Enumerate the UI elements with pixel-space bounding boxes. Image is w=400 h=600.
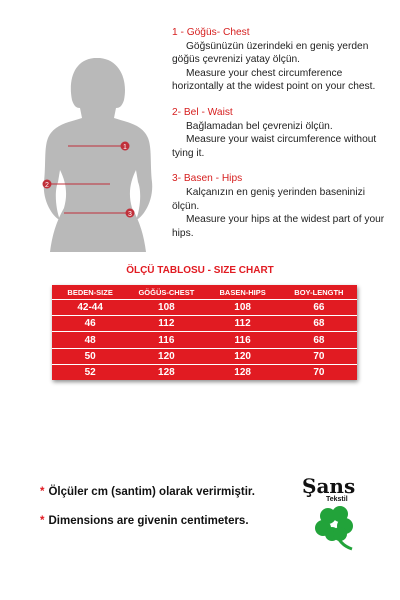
table-row: [52, 300, 357, 316]
cell-length: 70: [281, 348, 357, 364]
clover-icon: [310, 504, 362, 552]
cell-hips: 108: [205, 300, 281, 316]
size-chart: [52, 285, 357, 380]
note-units-tr: [40, 486, 255, 498]
chest-text-en: Measure your chest circumference horizontally at the widest point on your chest.: [172, 67, 376, 93]
table-row: [52, 348, 357, 364]
table-row: [52, 332, 357, 348]
cell-length: 68: [281, 332, 357, 348]
measurement-instructions: [172, 26, 394, 252]
silhouette-shape: [44, 58, 152, 252]
hips-text-tr: Kalçanızın en geniş yerinden baseninizi ölçün.: [172, 186, 365, 212]
section-title-chest: 1 - Göğüs- Chest: [172, 27, 250, 38]
section-title-hips: 3- Basen - Hips: [172, 173, 243, 185]
body-silhouette: [24, 42, 174, 252]
cell-size: 42-44: [52, 300, 128, 316]
header-chest: GÖĞÜS-CHEST: [128, 285, 204, 300]
section-waist: [172, 106, 394, 160]
size-chart-title: ÖLÇÜ TABLOSU - SIZE CHART: [126, 265, 274, 276]
table-row: [52, 364, 357, 380]
cell-hips: 112: [205, 316, 281, 332]
size-table: [52, 285, 357, 380]
table-row: [52, 316, 357, 332]
logo-subtitle: Tekstil: [326, 496, 348, 503]
svg-text:2: 2: [45, 181, 49, 189]
note-units-en-text: Dimensions are givenin centimeters.: [48, 515, 249, 527]
waist-text-tr: Bağlamadan bel çevrenizi ölçün.: [186, 120, 333, 132]
brand-logo: [296, 474, 372, 554]
cell-length: 66: [281, 300, 357, 316]
cell-hips: 128: [234, 366, 251, 378]
svg-text:3: 3: [128, 210, 132, 218]
cell-size: 50: [52, 348, 128, 364]
section-hips: [172, 172, 394, 240]
note-star: *: [40, 486, 45, 498]
cell-chest: 108: [128, 300, 204, 316]
cell-length: 68: [281, 316, 357, 332]
note-units-tr-text: Ölçüler cm (santim) olarak verirmiştir.: [48, 486, 255, 498]
logo-name: Şans: [302, 474, 356, 498]
chest-text-tr: Göğsünüzün üzerindeki en geniş yerden göğüs çevrenizi yatay ölçün.: [172, 40, 369, 66]
cell-size: 52: [84, 366, 96, 378]
note-star: *: [40, 515, 45, 527]
cell-size: 48: [52, 332, 128, 348]
notes: [40, 486, 255, 544]
section-title-waist: 2- Bel - Waist: [172, 106, 233, 118]
cell-chest: 112: [128, 316, 204, 332]
header-length: BOY-LENGTH: [281, 285, 357, 300]
cell-chest: 116: [128, 332, 204, 348]
cell-hips: 120: [205, 348, 281, 364]
waist-text-en: Measure your waist circumference without tying it.: [172, 134, 377, 159]
section-chest: [172, 26, 394, 94]
note-units-en: [40, 515, 255, 527]
table-header-row: [52, 285, 357, 300]
svg-text:1: 1: [123, 143, 127, 151]
cell-size: 46: [52, 316, 128, 332]
cell-length: 70: [313, 366, 325, 378]
hips-text-en: Measure your hips at the widest part of your hips.: [172, 214, 385, 239]
header-size: BEDEN-SIZE: [52, 285, 128, 300]
cell-hips: 116: [205, 332, 281, 348]
cell-chest: 128: [158, 366, 175, 378]
header-hips: BASEN-HIPS: [205, 285, 281, 300]
cell-chest: 120: [128, 348, 204, 364]
